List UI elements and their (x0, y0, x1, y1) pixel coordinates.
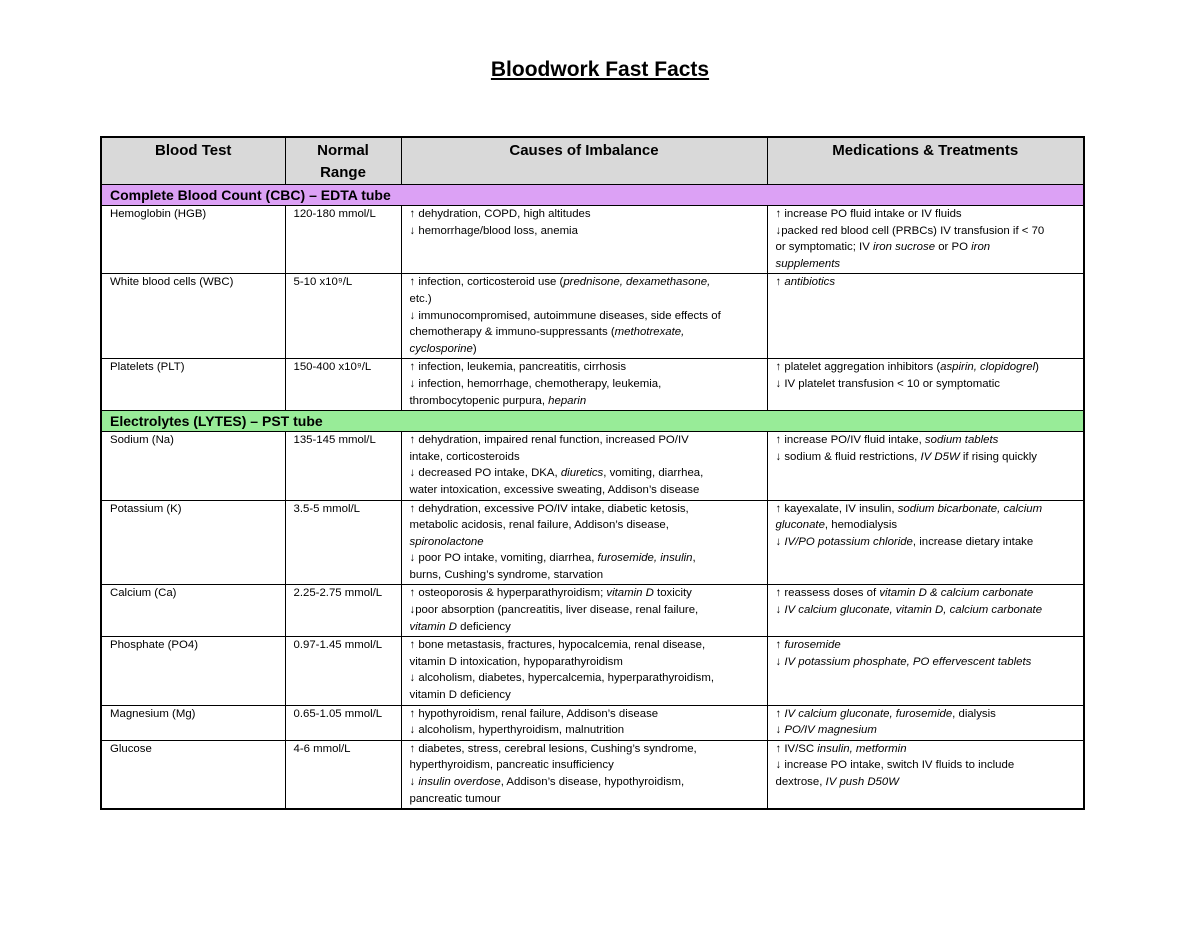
cause-line (410, 465, 761, 482)
table-row (101, 637, 1084, 705)
medication-line (776, 602, 1078, 619)
text-segment: burns, Cushing’s syndrome, starvation (409, 568, 604, 581)
cause-line (410, 432, 761, 449)
cell-blood-test: White blood cells (WBC) (101, 274, 285, 359)
cell-normal-range: 120-180 mmol/L (285, 206, 401, 274)
text-segment: ↓ (409, 776, 419, 788)
text-segment: intake, corticosteroids (409, 450, 520, 463)
text-segment: , increase dietary intake (912, 535, 1034, 548)
medication-line (776, 654, 1078, 671)
cause-line (410, 376, 761, 393)
medication-line (776, 501, 1078, 518)
cause-line (410, 534, 761, 551)
cell-normal-range: 4-6 mmol/L (285, 740, 401, 809)
cause-line (410, 206, 761, 223)
text-segment: ↑ bone metastasis, fractures, hypocalcemia, renal disease, (409, 639, 706, 652)
cause-line (410, 602, 761, 619)
table-row (101, 432, 1084, 500)
cause-line (410, 706, 761, 723)
cause-line (410, 619, 761, 636)
text-segment: or PO (935, 241, 972, 254)
text-segment: hyperthyroidism, pancreatic insufficiency (409, 759, 614, 772)
text-segment: ↑ reassess doses of (775, 587, 880, 600)
cell-medications (767, 637, 1084, 705)
medication-line (776, 274, 1078, 291)
text-segment: ↓ sodium & fluid restrictions, (775, 450, 921, 463)
table-row (101, 705, 1084, 740)
header-blood-test: Blood Test (101, 137, 285, 185)
text-segment: toxicity (653, 587, 692, 600)
text-segment: , dialysis (952, 707, 996, 720)
cell-causes (401, 432, 767, 500)
text-segment: , (692, 552, 696, 565)
cell-causes (401, 740, 767, 809)
italic-text: spironolactone (409, 535, 484, 548)
header-normal-range (285, 137, 401, 185)
italic-text: sodium bicarbonate, calcium (897, 502, 1043, 515)
text-segment: ↓ increase PO intake, switch IV fluids to include (775, 759, 1015, 772)
cause-line (410, 585, 761, 602)
italic-text: sodium tablets (924, 434, 999, 447)
cell-normal-range: 3.5-5 mmol/L (285, 500, 401, 585)
medication-line (776, 637, 1078, 654)
cell-blood-test: Magnesium (Mg) (101, 705, 285, 740)
text-segment: ↓packed red blood cell (PRBCs) IV transfusion if < 70 (775, 224, 1045, 237)
text-segment: ↑ osteoporosis & hyperparathyroidism; (409, 587, 607, 600)
section-label: Complete Blood Count (CBC) – EDTA tube (101, 185, 1084, 206)
text-segment: pancreatic tumour (409, 792, 501, 805)
text-segment: water intoxication, excessive sweating, Addison’s disease (409, 483, 700, 496)
cause-line (410, 449, 761, 466)
text-segment: ↓ poor PO intake, vomiting, diarrhea, (409, 552, 598, 565)
text-segment: ↓ (775, 724, 785, 737)
section-header-row (101, 411, 1084, 432)
text-segment: ↓ infection, hemorrhage, chemotherapy, leukemia, (409, 377, 662, 390)
text-segment: vitamin D deficiency (409, 689, 511, 702)
header-medications: Medications & Treatments (767, 137, 1084, 185)
cell-blood-test: Calcium (Ca) (101, 585, 285, 637)
cause-line (410, 393, 761, 410)
medication-line (776, 741, 1078, 758)
text-segment: ↑ infection, corticosteroid use ( (409, 276, 564, 289)
italic-text: heparin (548, 394, 587, 407)
text-segment: ↑ (775, 639, 785, 652)
cell-blood-test: Potassium (K) (101, 500, 285, 585)
text-segment: ↑ hypothyroidism, renal failure, Addison’s disease (409, 707, 659, 720)
table-row (101, 585, 1084, 637)
cause-line (410, 291, 761, 308)
cell-blood-test: Hemoglobin (HGB) (101, 206, 285, 274)
cell-normal-range: 135-145 mmol/L (285, 432, 401, 500)
cause-line (410, 501, 761, 518)
italic-text: antibiotics (784, 276, 836, 289)
italic-text: iron sucrose (872, 241, 936, 254)
table-header-row (101, 137, 1084, 185)
italic-text: IV calcium gluconate, vitamin D, calcium carbonate (784, 604, 1043, 617)
cause-line (410, 567, 761, 584)
cause-line (410, 324, 761, 341)
cell-causes (401, 274, 767, 359)
text-segment: , vomiting, diarrhea, (603, 467, 704, 480)
header-causes: Causes of Imbalance (401, 137, 767, 185)
italic-text: insulin, metformin (817, 742, 907, 755)
medication-line (776, 359, 1078, 376)
cell-normal-range: 0.97-1.45 mmol/L (285, 637, 401, 705)
section-header-row (101, 185, 1084, 206)
italic-text: IV/PO potassium chloride (784, 535, 913, 548)
text-segment: ↑ increase PO/IV fluid intake, (775, 434, 925, 447)
italic-text: iron (971, 241, 991, 254)
text-segment: ↑ kayexalate, IV insulin, (775, 502, 898, 515)
page-title: Bloodwork Fast Facts (490, 58, 710, 81)
medication-line (776, 517, 1078, 534)
text-segment: ↑ increase PO fluid intake or IV fluids (775, 208, 962, 220)
italic-text: IV D5W (920, 450, 960, 463)
cell-normal-range: 2.25-2.75 mmol/L (285, 585, 401, 637)
text-segment: ↓poor absorption (pancreatitis, liver disease, renal failure, (409, 604, 699, 617)
text-segment: ↓ immunocompromised, autoimmune diseases, side effects of (409, 309, 721, 322)
header-normal-range-line2: Range (320, 164, 366, 181)
text-segment: ↑ IV/SC (775, 742, 818, 755)
italic-text: furosemide (784, 639, 841, 652)
cell-causes (401, 359, 767, 411)
text-segment: ↓ IV platelet transfusion < 10 or symptomatic (775, 377, 1000, 390)
cell-medications (767, 705, 1084, 740)
text-segment: ↑ dehydration, excessive PO/IV intake, diabetic ketosis, (409, 502, 689, 515)
text-segment: ↓ (775, 604, 785, 617)
cell-causes (401, 585, 767, 637)
text-segment: ↓ (775, 535, 785, 548)
italic-text: gluconate (775, 519, 825, 532)
italic-text: aspirin, clopidogrel (940, 361, 1036, 374)
cell-medications (767, 274, 1084, 359)
cause-line (410, 774, 761, 791)
medication-line (776, 206, 1078, 223)
text-segment: ↓ decreased PO intake, DKA, (409, 467, 561, 480)
cause-line (410, 637, 761, 654)
text-segment: ↓ alcoholism, hyperthyroidism, malnutrition (409, 724, 625, 737)
text-segment: ↑ (775, 707, 785, 720)
cause-line (410, 482, 761, 499)
medication-line (776, 722, 1078, 739)
cause-line (410, 274, 761, 291)
text-segment: chemotherapy & immuno-suppressants ( (409, 326, 615, 339)
cell-causes (401, 637, 767, 705)
text-segment: ↑ infection, leukemia, pancreatitis, cirrhosis (409, 361, 627, 374)
cell-medications (767, 432, 1084, 500)
cell-causes (401, 705, 767, 740)
italic-text: vitamin D (606, 587, 654, 600)
italic-text: vitamin D & calcium carbonate (879, 587, 1034, 600)
text-segment: deficiency (456, 620, 511, 633)
cause-line (410, 757, 761, 774)
text-segment: ) (1035, 361, 1039, 374)
cause-line (410, 550, 761, 567)
cell-blood-test: Phosphate (PO4) (101, 637, 285, 705)
text-segment: ↑ diabetes, stress, cerebral lesions, Cushing’s syndrome, (409, 742, 697, 755)
cause-line (410, 341, 761, 358)
table-row (101, 740, 1084, 809)
medication-line (776, 239, 1078, 256)
cell-medications (767, 500, 1084, 585)
medication-line (776, 223, 1078, 240)
medication-line (776, 585, 1078, 602)
cell-medications (767, 585, 1084, 637)
medication-line (776, 376, 1078, 393)
text-segment: or symptomatic; IV (775, 241, 873, 254)
cause-line (410, 670, 761, 687)
medication-line (776, 449, 1078, 466)
cell-blood-test: Sodium (Na) (101, 432, 285, 500)
cell-blood-test: Glucose (101, 740, 285, 809)
medication-line (776, 774, 1078, 791)
text-segment: ↓ hemorrhage/blood loss, anemia (409, 224, 578, 237)
cause-line (410, 791, 761, 808)
cell-causes (401, 500, 767, 585)
italic-text: IV potassium phosphate, PO effervescent tablets (784, 655, 1032, 668)
medication-line (776, 534, 1078, 551)
text-segment: ↓ (775, 655, 785, 668)
cause-line (410, 654, 761, 671)
header-normal-range-line1: Normal (317, 142, 369, 159)
cell-blood-test: Platelets (PLT) (101, 359, 285, 411)
table-row (101, 359, 1084, 411)
cell-medications (767, 740, 1084, 809)
text-segment: vitamin D intoxication, hypoparathyroidism (409, 655, 623, 668)
cause-line (410, 308, 761, 325)
text-segment: , Addison’s disease, hypothyroidism, (500, 776, 685, 788)
text-segment: ↑ dehydration, COPD, high altitudes (409, 208, 591, 220)
italic-text: prednisone, dexamethasone, (563, 276, 711, 289)
medication-line (776, 757, 1078, 774)
text-segment: dextrose, (775, 776, 826, 788)
table-row (101, 274, 1084, 359)
italic-text: IV calcium gluconate, furosemide (784, 707, 953, 720)
text-segment: ↑ dehydration, impaired renal function, increased PO/IV (409, 434, 689, 447)
section-label: Electrolytes (LYTES) – PST tube (101, 411, 1084, 432)
text-segment: metabolic acidosis, renal failure, Addison’s disease, (409, 519, 669, 532)
medication-line (776, 256, 1078, 273)
text-segment: thrombocytopenic purpura, (409, 394, 549, 407)
table-body (101, 185, 1084, 810)
italic-text: methotrexate, (614, 326, 685, 339)
cell-causes (401, 206, 767, 274)
text-segment: ↑ platelet aggregation inhibitors ( (775, 361, 941, 374)
table-row (101, 500, 1084, 585)
cell-normal-range: 0.65-1.05 mmol/L (285, 705, 401, 740)
italic-text: IV push D50W (825, 776, 899, 788)
text-segment: etc.) (409, 292, 432, 305)
cell-medications (767, 359, 1084, 411)
italic-text: supplements (775, 257, 841, 270)
cause-line (410, 223, 761, 240)
cause-line (410, 517, 761, 534)
text-segment: ↑ (775, 276, 785, 289)
italic-text: PO/IV magnesium (784, 724, 877, 737)
italic-text: insulin overdose (418, 776, 501, 788)
cell-medications (767, 206, 1084, 274)
cell-normal-range: 150-400 x10⁹/L (285, 359, 401, 411)
text-segment: ) (472, 342, 477, 355)
bloodwork-table (100, 136, 1085, 810)
text-segment: if rising quickly (959, 450, 1037, 463)
italic-text: diuretics (560, 467, 604, 480)
cause-line (410, 741, 761, 758)
italic-text: furosemide, insulin (597, 552, 693, 565)
cause-line (410, 687, 761, 704)
cause-line (410, 722, 761, 739)
medication-line (776, 706, 1078, 723)
italic-text: vitamin D (409, 620, 457, 633)
text-segment: ↓ alcoholism, diabetes, hypercalcemia, hyperparathyroidism, (409, 672, 715, 685)
cause-line (410, 359, 761, 376)
cell-normal-range: 5-10 x10⁹/L (285, 274, 401, 359)
medication-line (776, 432, 1078, 449)
italic-text: cyclosporine (409, 342, 473, 355)
table-row (101, 206, 1084, 274)
text-segment: , hemodialysis (824, 519, 898, 532)
